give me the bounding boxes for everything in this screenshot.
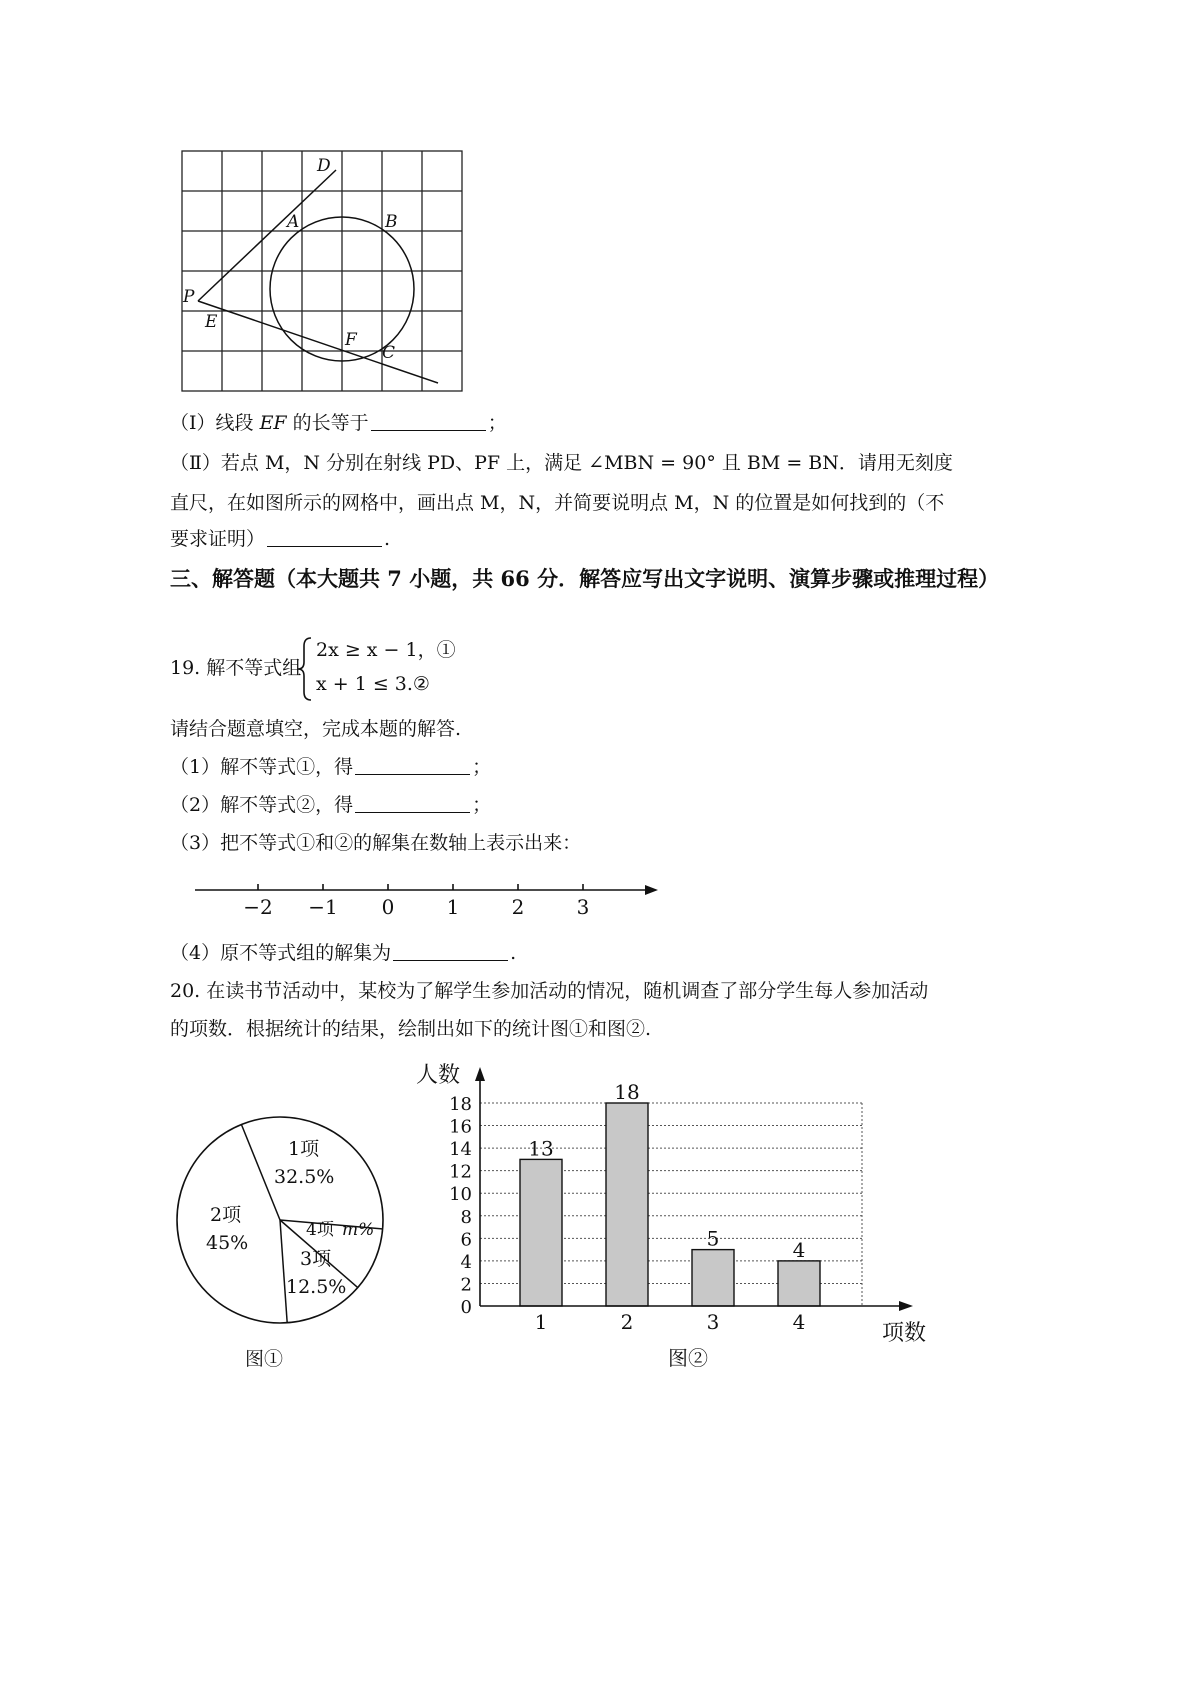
q19-step3: （3）把不等式①和②的解集在数轴上表示出来： — [170, 832, 582, 854]
pie-label-4: 4项 — [306, 1220, 334, 1240]
y-tick-label: 12 — [449, 1161, 472, 1183]
x-tick-label: 3 — [706, 1310, 720, 1334]
number-line-tick-label: 0 — [381, 895, 395, 919]
section-heading: 三、解答题（本大题共 7 小题，共 66 分．解答应写出文字说明、演算步骤或推理过程） — [170, 566, 1000, 591]
answer-blank[interactable] — [355, 794, 470, 813]
x-tick-label: 4 — [792, 1310, 806, 1334]
pie-label-1: 1项 — [288, 1138, 320, 1160]
y-tick-label: 2 — [460, 1274, 472, 1296]
y-tick-label: 0 — [460, 1297, 472, 1318]
x-axis-arrow-icon — [899, 1301, 913, 1311]
bar-value-label: 5 — [706, 1226, 720, 1251]
label-c: C — [382, 343, 396, 363]
y-axis-arrow-icon — [475, 1067, 485, 1081]
q20-line1: 20. 在读书节活动中，某校为了解学生参加活动的情况，随机调查了部分学生每人参加活动 — [170, 980, 929, 1002]
pie-caption: 图① — [245, 1348, 284, 1370]
pie-value-3: 12.5% — [286, 1276, 347, 1298]
bar-value-label: 18 — [614, 1080, 640, 1104]
q19-step2: （2）解不等式②，得 ； — [170, 794, 492, 816]
pie-value-1: 32.5% — [274, 1166, 335, 1188]
y-axis-label: 人数 — [416, 1063, 461, 1088]
inequality-1: 2x ≥ x − 1，① — [316, 639, 456, 661]
pie-label-3: 3项 — [300, 1248, 332, 1270]
bar — [778, 1261, 820, 1306]
grid-figure — [170, 150, 480, 400]
x-tick-label: 1 — [534, 1310, 548, 1334]
bar-value-label: 13 — [528, 1136, 554, 1161]
label-p: P — [183, 287, 195, 307]
bar — [520, 1159, 562, 1306]
bar-value-label: 4 — [792, 1237, 806, 1262]
bar — [606, 1103, 648, 1306]
q18-part1: （Ⅰ）线段 EF 的长等于 ； — [170, 412, 507, 434]
number-line-tick-label: 3 — [576, 895, 590, 919]
number-line-tick-label: −2 — [243, 895, 273, 919]
q20-line2: 的项数．根据统计的结果，绘制出如下的统计图①和图②. — [170, 1018, 652, 1040]
arrow-right-icon — [645, 885, 658, 895]
q19-step4: （4）原不等式组的解集为 . — [170, 942, 517, 964]
q19-step1: （1）解不等式①，得 ； — [170, 756, 492, 778]
y-tick-label: 18 — [449, 1094, 472, 1115]
label-f: F — [345, 330, 357, 350]
bar-chart — [410, 1060, 950, 1380]
y-tick-label: 8 — [460, 1206, 472, 1228]
label-a: A — [287, 212, 300, 232]
y-tick-label: 14 — [449, 1139, 472, 1161]
q18-part2-line2: 直尺，在如图所示的网格中，画出点 M，N，并简要说明点 M，N 的位置是如何找到的（不 — [170, 492, 945, 514]
answer-blank[interactable] — [393, 942, 508, 961]
label-b: B — [385, 212, 398, 232]
number-line-tick-label: −1 — [308, 895, 338, 919]
pie-label-2: 2项 — [210, 1204, 242, 1226]
pie-value-2: 45% — [206, 1232, 249, 1254]
brace-icon — [296, 636, 314, 702]
q18-part2-line1: （Ⅱ）若点 M，N 分别在射线 PD、PF 上，满足 ∠MBN = 90° 且 BM = BN．请用无刻度 — [170, 452, 953, 474]
bar — [692, 1250, 734, 1306]
label-e: E — [205, 312, 218, 332]
answer-blank[interactable] — [355, 756, 470, 775]
bar-caption: 图② — [668, 1346, 708, 1370]
y-tick-label: 10 — [449, 1184, 472, 1206]
number-line-tick-label: 1 — [446, 895, 460, 919]
answer-blank[interactable] — [267, 528, 382, 547]
number-line — [190, 878, 670, 928]
q19-instruction: 请结合题意填空，完成本题的解答. — [170, 718, 462, 740]
x-axis-label: 项数 — [882, 1321, 927, 1346]
pie-value-4: m% — [342, 1220, 375, 1240]
label-d: D — [317, 156, 331, 176]
q18-part2-line3: 要求证明） . — [170, 528, 391, 550]
number-line-tick-label: 2 — [511, 895, 525, 919]
y-tick-label: 6 — [460, 1229, 472, 1251]
x-tick-label: 2 — [620, 1310, 634, 1334]
pie-chart — [170, 1115, 400, 1375]
inequality-2: x + 1 ≤ 3.② — [316, 673, 430, 695]
q19-prefix: 19. 解不等式组 — [170, 657, 302, 679]
y-tick-label: 4 — [460, 1251, 472, 1273]
y-tick-label: 16 — [449, 1116, 472, 1138]
answer-blank[interactable] — [371, 412, 486, 431]
